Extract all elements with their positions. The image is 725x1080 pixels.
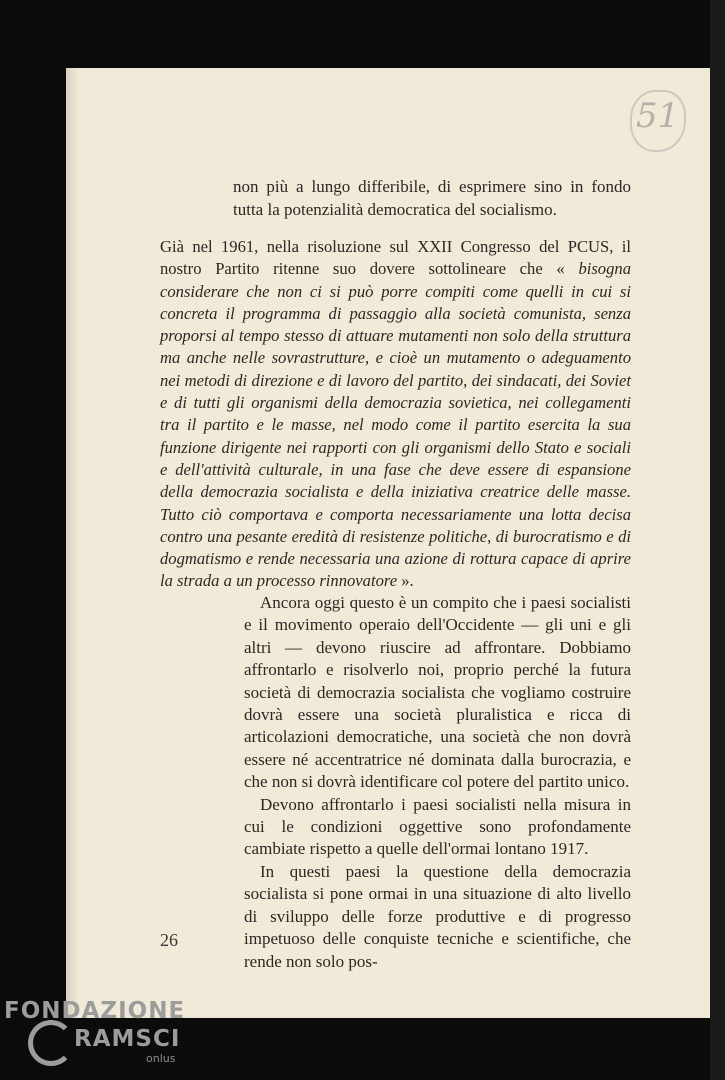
paragraph-intro: Già nel 1961, nella risoluzione sul XXII Congresso del PCUS, il nostro Partito ritenne suo dovere sottolineare che « — [160, 237, 631, 279]
scanner-edge — [710, 0, 725, 1080]
logo-text-line1: FONDAZIONE — [4, 998, 186, 1024]
handwritten-page-mark: 51 — [636, 96, 680, 136]
logo-g-mark — [28, 1020, 74, 1066]
page-binding-edge — [66, 68, 78, 1018]
italic-quotation: bisogna considerare che non ci si può porre compiti come quelli in cui si concreta il programma di passaggio alla società comunista, senza proporsi al tempo stesso di attuare mutamenti non solo della struttura ma anche nelle sovrastrutture, e cioè un mutamento o adeguamento nei metodi di direzione e di lavoro del partito, dei sindacati, dei Soviet e di tutti gli organismi della democrazia sovietica, nei collegamenti tra il partito e le masse, nel modo come il partito esercita la sua funzione dirigente nei rapporti con gli organismi dello Stato e sociali e dell'attività culturale, in una fase che deve essere di espansione della democrazia socialista e della iniziativa creatrice delle masse. Tutto ciò comportava e comporta necessariamente una lotta decisa contro una pesante eredità di resistenze politiche, di burocratismo e di dogmatismo e rende necessaria una azione di rottura capace di aprire la strada a un processo rinnovatore — [160, 259, 631, 591]
indented-column — [244, 592, 631, 973]
paragraph-continuation: non più a lungo differibile, di esprimere sino in fondo tutta la potenzialità democratica del socialismo. — [233, 177, 631, 219]
paragraph-ancora-oggi: Ancora oggi questo è un compito che i paesi socialisti e il movimento operaio dell'Occidente — gli uni e gli altri — devono riuscire ad affrontare. Dobbiamo affrontarlo e risolverlo noi, proprio perché la futura società di democrazia socialista che vogliamo costruire dovrà essere una società pluralistica e ricca di articolazioni democratiche, una società che non dovrà essere né accentratrice né dominata dalla burocrazia, e che non si dovrà identificare col potere del partito unico. — [244, 593, 631, 792]
paragraph-resolution-quote — [160, 236, 631, 593]
paragraph-in-questi-paesi: In questi paesi la questione della democrazia socialista si pone ormai in una situazione di alto livello di sviluppo delle forze produttive e di progresso impetuoso delle conquiste tecniche e scientifiche, che rende non solo pos- — [244, 861, 631, 971]
quote-close: ». — [397, 571, 414, 591]
logo-subtext: onlus — [146, 1052, 176, 1065]
paragraph-devono-affrontarlo: Devono affrontarlo i paesi socialisti nella misura in cui le condizioni oggettive sono profondamente cambiate rispetto a quelle dell'ormai lontano 1917. — [244, 794, 631, 859]
logo-text-line2: RAMSCI — [74, 1026, 181, 1052]
page-number: 26 — [160, 930, 178, 950]
